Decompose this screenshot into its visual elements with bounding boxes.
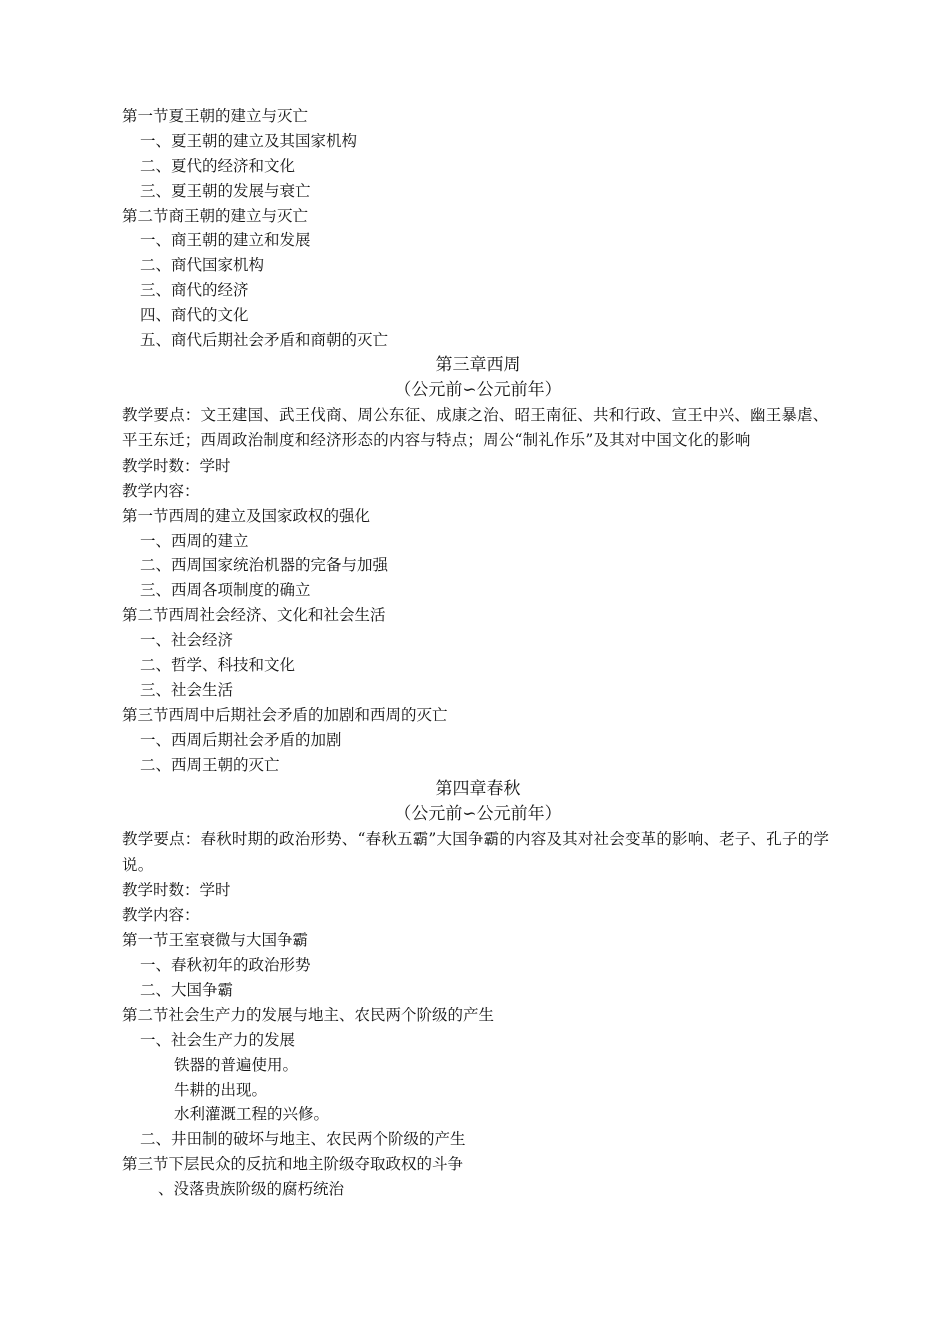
subsection-item: 二、夏代的经济和文化 [140, 156, 296, 175]
chapter-title: 第四章春秋 [435, 779, 521, 800]
subsection-item: 四、商代的文化 [140, 306, 249, 325]
subsection-item: 二、西周国家统治机器的完备与加强 [140, 556, 389, 575]
subsection-item: 三、社会生活 [140, 680, 234, 699]
subsection-item: 二、井田制的破坏与地主、农民两个阶级的产生 [140, 1130, 466, 1149]
section-heading: 第一节西周的建立及国家政权的强化 [122, 506, 371, 525]
subsection-item: 二、西周王朝的灭亡 [140, 755, 280, 774]
section-heading: 第二节社会生产力的发展与地主、农民两个阶级的产生 [122, 1005, 495, 1024]
subsection-item: 三、商代的经济 [140, 281, 249, 300]
chapter-title: 第三章西周 [435, 354, 521, 375]
subsection-item: 二、哲学、科技和文化 [140, 656, 296, 674]
subsection-item: 一、商王朝的建立和发展 [140, 231, 311, 250]
document-page [122, 104, 834, 1202]
section-heading: 第三节下层民众的反抗和地主阶级夺取政权的斗争 [122, 1155, 464, 1174]
teaching-content-label: 教学内容： [122, 906, 200, 925]
teaching-points: 教学要点：文王建国、武王伐商、周公东征、成康之治、昭王南征、共和行政、宣王中兴、幽王暴虐、平王东迁；西周政治制度和经济形态的内容与特点；周公“制礼作乐”及其对中国文化的影响 [122, 405, 829, 450]
subsection-item: 二、大国争霸 [140, 980, 234, 999]
subsection-item: 、没落贵族阶级的腐朽统治 [158, 1180, 345, 1199]
teaching-hours: 教学时数：学时 [122, 881, 231, 900]
section-heading: 第二节西周社会经济、文化和社会生活 [122, 606, 386, 625]
section-heading: 第三节西周中后期社会矛盾的加剧和西周的灭亡 [122, 705, 448, 724]
subsection-item: 一、社会经济 [140, 631, 234, 650]
subsection-item: 一、社会生产力的发展 [140, 1030, 296, 1049]
chapter-date-range: （公元前∽公元前年） [394, 379, 562, 400]
section-heading: 第一节王室衰微与大国争霸 [122, 931, 309, 950]
section-heading: 第二节商王朝的建立与灭亡 [122, 206, 309, 225]
subsection-item: 五、商代后期社会矛盾和商朝的灭亡 [140, 331, 389, 350]
subsection-item: 三、夏王朝的发展与衰亡 [140, 181, 311, 200]
detail-item: 牛耕的出现。 [174, 1080, 268, 1099]
teaching-content-label: 教学内容： [122, 481, 200, 500]
subsection-item: 一、夏王朝的建立及其国家机构 [140, 131, 358, 150]
teaching-hours: 教学时数：学时 [122, 456, 231, 475]
detail-item: 水利灌溉工程的兴修。 [174, 1105, 330, 1124]
subsection-item: 一、西周的建立 [140, 531, 249, 550]
section-heading: 第一节夏王朝的建立与灭亡 [122, 107, 309, 125]
subsection-item: 二、商代国家机构 [140, 256, 265, 275]
subsection-item: 三、西周各项制度的确立 [140, 581, 311, 600]
detail-item: 铁器的普遍使用。 [174, 1055, 299, 1074]
chapter-date-range: （公元前∽公元前年） [394, 804, 562, 825]
subsection-item: 一、西周后期社会矛盾的加剧 [140, 730, 342, 749]
subsection-item: 一、春秋初年的政治形势 [140, 956, 311, 975]
teaching-points: 教学要点：春秋时期的政治形势、“春秋五霸”大国争霸的内容及其对社会变革的影响、老子、孔子的学说。 [122, 830, 830, 874]
